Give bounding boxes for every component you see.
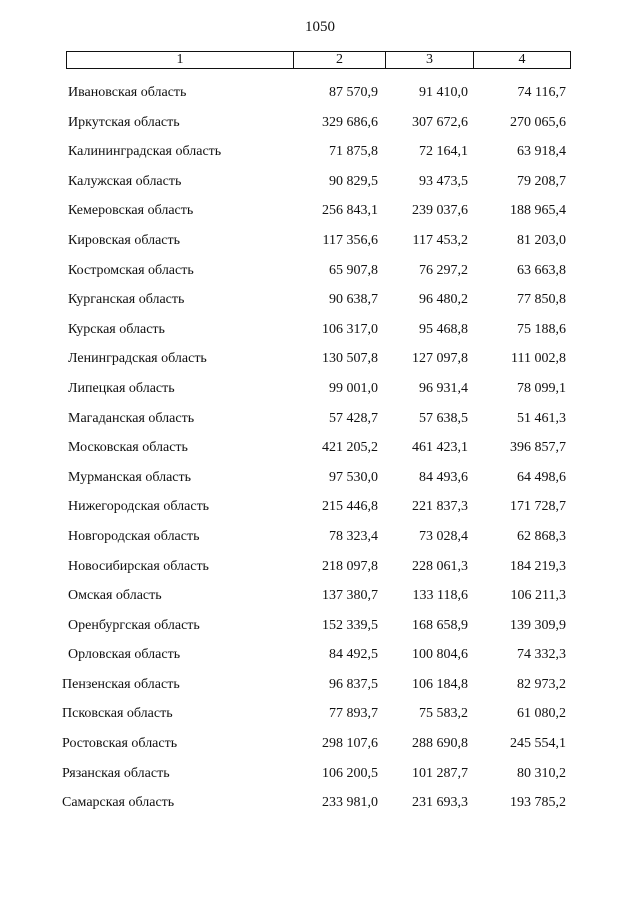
value-col-2: 84 492,5: [329, 647, 378, 663]
value-col-3: 93 473,5: [419, 173, 468, 189]
region-name: Кировская область: [68, 232, 181, 248]
value-col-3: 101 287,7: [412, 765, 468, 781]
value-col-2: 106 200,5: [322, 765, 378, 781]
value-col-3: 91 410,0: [419, 85, 468, 100]
table-row: [0, 522, 640, 552]
table-row: [0, 285, 640, 315]
page-number: 1050: [305, 19, 335, 35]
value-col-4: 64 498,6: [517, 469, 566, 485]
table-row: [0, 78, 640, 108]
table-body: [0, 78, 640, 818]
value-col-2: 137 380,7: [322, 588, 378, 604]
value-col-2: 256 843,1: [322, 203, 378, 219]
table-row: [0, 759, 640, 789]
region-name: Кемеровская область: [68, 203, 194, 219]
value-col-2: 298 107,6: [322, 736, 378, 752]
region-name: Самарская область: [62, 795, 175, 811]
table-row: [0, 492, 640, 522]
table-header: [66, 51, 571, 69]
region-name: Омская область: [68, 588, 162, 604]
value-col-3: 231 693,3: [412, 795, 468, 811]
region-name: Иркутская область: [68, 114, 180, 130]
table-row: [0, 315, 640, 345]
table-row: [0, 729, 640, 759]
value-col-3: 84 493,6: [419, 469, 468, 485]
table-row: [0, 699, 640, 729]
value-col-2: 215 446,8: [322, 499, 378, 515]
value-col-3: 461 423,1: [412, 440, 468, 456]
value-col-3: 73 028,4: [419, 528, 468, 544]
value-col-2: 77 893,7: [329, 706, 378, 722]
table-row: [0, 344, 640, 374]
value-col-3: 307 672,6: [412, 114, 468, 130]
region-name: Ленинградская область: [68, 351, 207, 367]
value-col-4: 74 116,7: [517, 85, 566, 100]
value-col-4: 188 965,4: [510, 203, 566, 219]
value-col-3: 100 804,6: [412, 647, 468, 663]
value-col-2: 90 638,7: [329, 292, 378, 308]
region-name: Новосибирская область: [68, 558, 209, 574]
table-row: [0, 226, 640, 256]
value-col-3: 221 837,3: [412, 499, 468, 515]
value-col-3: 76 297,2: [419, 262, 468, 278]
value-col-2: 152 339,5: [322, 617, 378, 633]
table-row: [0, 137, 640, 167]
value-col-2: 65 907,8: [329, 262, 378, 278]
value-col-3: 133 118,6: [412, 588, 468, 604]
value-col-2: 218 097,8: [322, 558, 378, 574]
table-row: [0, 788, 640, 818]
value-col-3: 288 690,8: [412, 736, 468, 752]
region-name: Оренбургская область: [68, 617, 200, 633]
value-col-2: 106 317,0: [322, 321, 378, 337]
region-name: Нижегородская область: [68, 499, 210, 515]
value-col-4: 79 208,7: [517, 173, 566, 189]
value-col-2: 87 570,9: [329, 85, 378, 100]
region-name: Псковская область: [62, 706, 173, 722]
value-col-2: 329 686,6: [322, 114, 378, 130]
value-col-3: 239 037,6: [412, 203, 468, 219]
value-col-2: 78 323,4: [329, 528, 378, 544]
value-col-3: 96 931,4: [419, 380, 468, 396]
value-col-2: 90 829,5: [329, 173, 378, 189]
value-col-4: 78 099,1: [517, 380, 566, 396]
value-col-4: 193 785,2: [510, 795, 566, 811]
value-col-4: 396 857,7: [510, 440, 566, 456]
region-name: Ростовская область: [62, 736, 178, 752]
value-col-4: 245 554,1: [510, 736, 566, 752]
region-name: Костромская область: [68, 262, 194, 278]
region-name: Магаданская область: [68, 410, 195, 426]
header-col-4: 4: [518, 52, 526, 67]
value-col-4: 139 309,9: [510, 617, 566, 633]
value-col-2: 421 205,2: [322, 440, 378, 456]
region-name: Курганская область: [68, 292, 185, 308]
value-col-2: 117 356,6: [322, 232, 378, 248]
value-col-4: 62 868,3: [517, 528, 566, 544]
value-col-4: 111 002,8: [511, 351, 566, 367]
table-row: [0, 433, 640, 463]
value-col-3: 127 097,8: [412, 351, 468, 367]
table-row: [0, 670, 640, 700]
table-row: [0, 196, 640, 226]
value-col-3: 95 468,8: [419, 321, 468, 337]
region-name: Пензенская область: [62, 676, 180, 692]
region-name: Мурманская область: [68, 469, 192, 485]
region-name: Орловская область: [68, 647, 181, 663]
value-col-4: 75 188,6: [517, 321, 566, 337]
value-col-3: 228 061,3: [412, 558, 468, 574]
table-row: [0, 108, 640, 138]
table-row: [0, 463, 640, 493]
value-col-2: 57 428,7: [329, 410, 378, 426]
value-col-3: 57 638,5: [419, 410, 468, 426]
header-col-3: 3: [386, 52, 474, 68]
value-col-3: 96 480,2: [419, 292, 468, 308]
table-row: [0, 552, 640, 582]
value-col-4: 184 219,3: [510, 558, 566, 574]
value-col-4: 63 663,8: [517, 262, 566, 278]
table-row: [0, 256, 640, 286]
table-row: [0, 374, 640, 404]
value-col-4: 106 211,3: [510, 588, 566, 604]
value-col-2: 96 837,5: [329, 676, 378, 692]
header-col-1: 1: [67, 52, 294, 68]
region-name: Курская область: [68, 321, 165, 337]
value-col-4: 81 203,0: [517, 232, 566, 248]
region-name: Калининградская область: [68, 144, 222, 160]
value-col-4: 171 728,7: [510, 499, 566, 515]
table-row: [0, 167, 640, 197]
value-col-3: 75 583,2: [419, 706, 468, 722]
region-name: Московская область: [68, 440, 188, 456]
region-name: Калужская область: [68, 173, 182, 189]
value-col-4: 270 065,6: [510, 114, 566, 130]
table-row: [0, 640, 640, 670]
table-row: [0, 611, 640, 641]
value-col-2: 97 530,0: [329, 469, 378, 485]
value-col-4: 82 973,2: [517, 676, 566, 692]
region-name: Новгородская область: [68, 528, 200, 544]
value-col-4: 63 918,4: [517, 144, 566, 160]
value-col-2: 99 001,0: [329, 380, 378, 396]
table-row: [0, 404, 640, 434]
value-col-2: 233 981,0: [322, 795, 378, 811]
value-col-3: 106 184,8: [412, 676, 468, 692]
region-name: Рязанская область: [62, 765, 170, 781]
region-name: Липецкая область: [68, 380, 175, 396]
value-col-4: 51 461,3: [517, 410, 566, 426]
value-col-2: 130 507,8: [322, 351, 378, 367]
value-col-2: 71 875,8: [329, 144, 378, 160]
table-row: [0, 581, 640, 611]
header-col-2: 2: [294, 52, 386, 68]
value-col-4: 74 332,3: [517, 647, 566, 663]
value-col-4: 80 310,2: [517, 765, 566, 781]
value-col-3: 168 658,9: [412, 617, 468, 633]
region-name: Ивановская область: [68, 85, 187, 100]
value-col-3: 72 164,1: [419, 144, 468, 160]
value-col-3: 117 453,2: [412, 232, 468, 248]
value-col-4: 61 080,2: [517, 706, 566, 722]
value-col-4: 77 850,8: [517, 292, 566, 308]
